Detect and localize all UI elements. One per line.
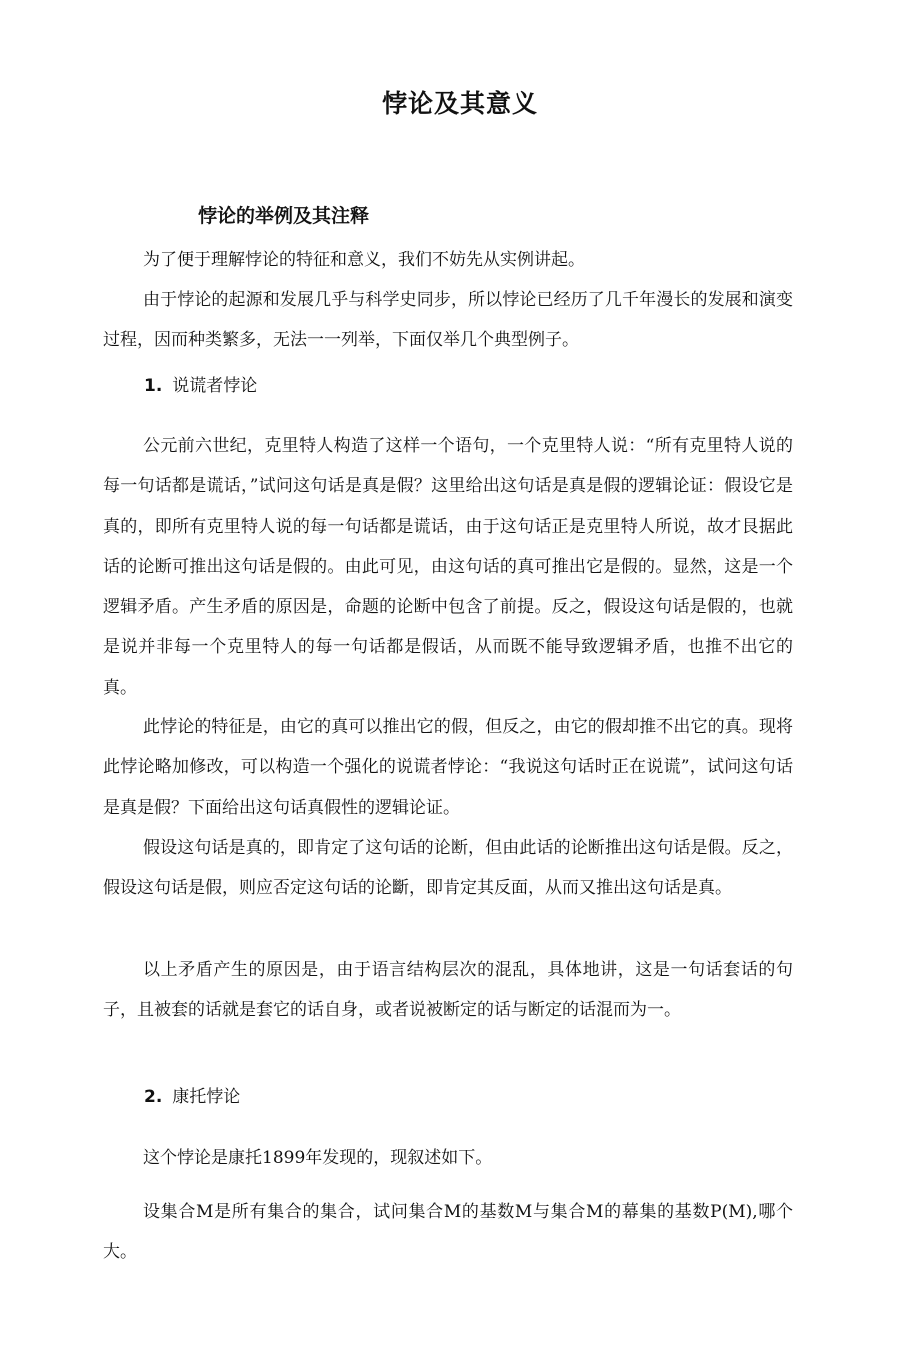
intro-paragraph-1: 为了便于理解悖论的特征和意义，我们不妨先从实例讲起。: [143, 250, 585, 270]
item-heading-liar-paradox: [144, 371, 257, 401]
item-heading-cantor-paradox: [144, 1082, 240, 1112]
item-label: 康托悖论: [172, 1087, 241, 1107]
liar-paragraph-4: 以上矛盾产生的原因是，由于语言结构层次的混乱，具体地讲，这是一句话套话的句子，且被套的话就是套它的话自身，或者说被断定的话与断定的话混而为一。: [103, 960, 793, 1021]
liar-paragraph-1: 公元前六世纪，克里特人构造了这样一个语句，一个克里特人说：“所有克里特人说的每一句话都是谎话，”试问这句话是真是假？这里给出这句话是真是假的逻辑论证：假设它是真的，即所有克里特人说的每一句话都是谎话，由于这句话正是克里特人所说，故才艮据此话的论断可推出这句话是假的。由此可见，由这句话的真可推出它是假的。显然，这是一个逻辑矛盾。产生矛盾的原因是，命题的论断中包含了前提。反之，假设这句话是假的，也就是说并非每一个克里特人的每一句话都是假话，从而既不能导致逻辑矛盾，也推不出它的真。: [103, 436, 793, 698]
cantor-paragraph-2: 设集合M是所有集合的集合，试问集合M的基数M与集合M的幕集的基数P(M),哪个大。: [103, 1202, 793, 1263]
cantor-paragraph-1: 这个悖论是康托1899年发现的，现叙述如下。: [143, 1148, 493, 1168]
section-heading: 悖论的举例及其注释: [198, 205, 370, 227]
intro-paragraph-2: 由于悖论的起源和发展几乎与科学史同步，所以悖论已经历了几千年漫长的发展和演变过程，因而种类繁多，无法一一列举，下面仅举几个典型例子。: [103, 290, 793, 351]
item-label: 说谎者悖论: [172, 376, 258, 396]
item-number: 1.: [144, 376, 163, 396]
liar-paragraph-2: 此悖论的特征是，由它的真可以推出它的假，但反之，由它的假却推不出它的真。现将此悖论略加修改，可以构造一个强化的说谎者悖论：“我说这句话时正在说谎”，试问这句话是真是假？下面给出这句话真假性的逻辑论证。: [103, 717, 793, 818]
document-title: 悖论及其意义: [381, 89, 538, 118]
item-number: 2.: [144, 1087, 163, 1107]
liar-paragraph-3: 假设这句话是真的，即肯定了这句话的论断，但由此话的论断推出这句话是假。反之，假设这句话是假，则应否定这句话的论斷，即肯定其反面，从而又推出这句话是真。: [103, 838, 793, 899]
